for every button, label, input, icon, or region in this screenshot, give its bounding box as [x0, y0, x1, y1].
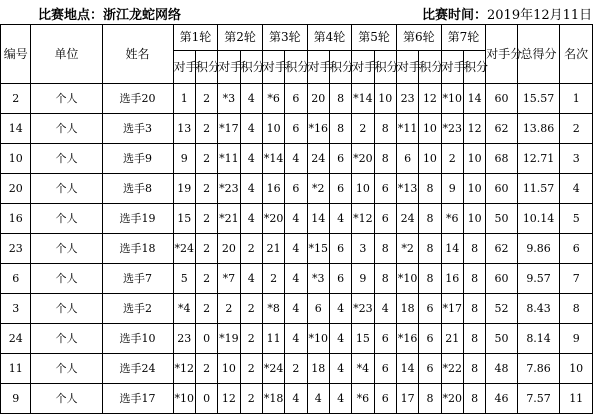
venue-info — [38, 4, 181, 23]
cell-number: 23 — [1, 234, 31, 264]
col-round-7: 第7轮 — [441, 25, 486, 51]
cell-opponent: 14 — [441, 234, 463, 264]
cell-score: 6 — [374, 324, 396, 354]
cell-opp-score: 60 — [486, 84, 517, 114]
cell-opponent: 18 — [307, 354, 329, 384]
cell-score: 2 — [195, 84, 217, 114]
cell-name: 选手3 — [102, 114, 173, 144]
cell-score: 0 — [195, 324, 217, 354]
cell-opp-score: 60 — [486, 264, 517, 294]
cell-total: 8.14 — [517, 324, 560, 354]
cell-score: 4 — [329, 384, 351, 414]
cell-opponent: *15 — [307, 234, 329, 264]
cell-opponent: 12 — [218, 384, 240, 414]
cell-number: 14 — [1, 114, 31, 144]
cell-score: 4 — [285, 144, 307, 174]
table-row — [1, 114, 593, 144]
col-name: 姓名 — [102, 25, 173, 84]
sub-opponent-1: 对手 — [173, 51, 195, 84]
date-info — [422, 4, 592, 23]
cell-opponent: 9 — [352, 264, 374, 294]
table-row — [1, 234, 593, 264]
cell-opponent: *23 — [441, 114, 463, 144]
cell-opponent: *2 — [307, 174, 329, 204]
table-row — [1, 354, 593, 384]
cell-score: 6 — [329, 234, 351, 264]
cell-opp-score: 50 — [486, 204, 517, 234]
col-round-1: 第1轮 — [173, 25, 218, 51]
cell-opponent: *12 — [352, 204, 374, 234]
cell-opponent: 20 — [218, 234, 240, 264]
cell-opponent: 2 — [352, 114, 374, 144]
cell-opponent: *17 — [218, 114, 240, 144]
cell-opponent: 5 — [173, 264, 195, 294]
results-table — [0, 24, 593, 414]
cell-opponent: *10 — [396, 264, 418, 294]
cell-opponent: 20 — [307, 84, 329, 114]
cell-opponent: 2 — [218, 294, 240, 324]
cell-opponent: 21 — [262, 234, 284, 264]
cell-score: 2 — [195, 264, 217, 294]
cell-score: 6 — [374, 384, 396, 414]
cell-rank: 7 — [560, 264, 593, 294]
col-rank: 名次 — [560, 25, 593, 84]
cell-rank: 11 — [560, 384, 593, 414]
cell-opp-score: 68 — [486, 144, 517, 174]
cell-name: 选手20 — [102, 84, 173, 114]
cell-score: 2 — [195, 174, 217, 204]
cell-score: 4 — [240, 264, 262, 294]
cell-total: 13.86 — [517, 114, 560, 144]
cell-score: 4 — [285, 384, 307, 414]
cell-name: 选手17 — [102, 384, 173, 414]
cell-score: 8 — [463, 384, 485, 414]
cell-score: 8 — [419, 204, 441, 234]
cell-unit: 个人 — [31, 384, 102, 414]
cell-score: 10 — [419, 114, 441, 144]
cell-unit: 个人 — [31, 174, 102, 204]
cell-opponent: 17 — [396, 384, 418, 414]
table-row — [1, 174, 593, 204]
cell-total: 10.14 — [517, 204, 560, 234]
cell-score: 4 — [240, 144, 262, 174]
cell-opponent: *11 — [396, 114, 418, 144]
cell-score: 6 — [374, 204, 396, 234]
cell-opponent: *11 — [218, 144, 240, 174]
cell-score: 6 — [329, 174, 351, 204]
cell-score: 6 — [285, 114, 307, 144]
cell-opp-score: 62 — [486, 114, 517, 144]
cell-opponent: *21 — [218, 204, 240, 234]
cell-score: 10 — [463, 204, 485, 234]
cell-score: 4 — [240, 174, 262, 204]
col-opp-score: 对手分 — [486, 25, 517, 84]
cell-score: 2 — [240, 384, 262, 414]
cell-rank: 9 — [560, 324, 593, 354]
col-round-4: 第4轮 — [307, 25, 352, 51]
cell-unit: 个人 — [31, 294, 102, 324]
cell-score: 10 — [374, 84, 396, 114]
sub-score-3: 积分 — [285, 51, 307, 84]
cell-score: 10 — [419, 144, 441, 174]
cell-opponent: 16 — [441, 264, 463, 294]
cell-opponent: 13 — [173, 114, 195, 144]
cell-score: 4 — [240, 204, 262, 234]
cell-score: 8 — [463, 234, 485, 264]
cell-score: 10 — [463, 144, 485, 174]
cell-opponent: *19 — [218, 324, 240, 354]
cell-score: 2 — [240, 234, 262, 264]
results-body — [1, 84, 593, 414]
cell-score: 4 — [285, 234, 307, 264]
cell-opponent: 23 — [396, 84, 418, 114]
cell-number: 20 — [1, 174, 31, 204]
cell-opponent: 10 — [218, 354, 240, 384]
cell-unit: 个人 — [31, 114, 102, 144]
cell-total: 7.86 — [517, 354, 560, 384]
sub-score-2: 积分 — [240, 51, 262, 84]
sub-score-4: 积分 — [329, 51, 351, 84]
cell-opponent: *6 — [352, 384, 374, 414]
date-label: 比赛时间： — [422, 8, 488, 23]
cell-total: 9.86 — [517, 234, 560, 264]
cell-opponent: *6 — [441, 204, 463, 234]
header-row-1 — [1, 25, 593, 51]
cell-score: 2 — [195, 354, 217, 384]
cell-opponent: *20 — [262, 204, 284, 234]
cell-rank: 4 — [560, 174, 593, 204]
cell-opponent: 19 — [173, 174, 195, 204]
cell-number: 16 — [1, 204, 31, 234]
table-row — [1, 294, 593, 324]
cell-score: 2 — [195, 234, 217, 264]
cell-opponent: 9 — [173, 144, 195, 174]
cell-rank: 10 — [560, 354, 593, 384]
table-row — [1, 204, 593, 234]
col-unit: 单位 — [31, 25, 102, 84]
cell-total: 7.57 — [517, 384, 560, 414]
sub-score-7: 积分 — [463, 51, 485, 84]
cell-score: 8 — [374, 114, 396, 144]
cell-score: 4 — [285, 294, 307, 324]
cell-opp-score: 50 — [486, 324, 517, 354]
sub-opponent-5: 对手 — [352, 51, 374, 84]
cell-opponent: *3 — [307, 264, 329, 294]
cell-rank: 8 — [560, 294, 593, 324]
cell-score: 8 — [419, 264, 441, 294]
cell-score: 6 — [285, 84, 307, 114]
cell-opp-score: 46 — [486, 384, 517, 414]
cell-score: 8 — [419, 174, 441, 204]
cell-number: 2 — [1, 84, 31, 114]
cell-opponent: *14 — [352, 84, 374, 114]
cell-unit: 个人 — [31, 84, 102, 114]
cell-score: 2 — [195, 294, 217, 324]
cell-opponent: *13 — [396, 174, 418, 204]
col-round-2: 第2轮 — [218, 25, 263, 51]
cell-opponent: *20 — [441, 384, 463, 414]
cell-opponent: 9 — [441, 174, 463, 204]
cell-opponent: *17 — [441, 294, 463, 324]
cell-name: 选手7 — [102, 264, 173, 294]
cell-score: 8 — [463, 324, 485, 354]
cell-opp-score: 60 — [486, 174, 517, 204]
venue-value: 浙江龙蛇网络 — [103, 8, 182, 23]
cell-score: 2 — [240, 324, 262, 354]
cell-score: 4 — [374, 294, 396, 324]
cell-score: 2 — [240, 354, 262, 384]
cell-name: 选手19 — [102, 204, 173, 234]
cell-opponent: *24 — [262, 354, 284, 384]
cell-score: 4 — [285, 264, 307, 294]
cell-opponent: *22 — [441, 354, 463, 384]
cell-score: 8 — [463, 354, 485, 384]
cell-unit: 个人 — [31, 144, 102, 174]
cell-score: 8 — [463, 294, 485, 324]
cell-name: 选手9 — [102, 144, 173, 174]
cell-opponent: 10 — [262, 114, 284, 144]
cell-score: 12 — [463, 114, 485, 144]
cell-opponent: *10 — [173, 384, 195, 414]
col-number: 编号 — [1, 25, 31, 84]
cell-name: 选手18 — [102, 234, 173, 264]
cell-opponent: 23 — [173, 324, 195, 354]
cell-opponent: 15 — [352, 324, 374, 354]
cell-total: 11.57 — [517, 174, 560, 204]
col-total: 总得分 — [517, 25, 560, 84]
cell-opponent: *24 — [173, 234, 195, 264]
cell-opponent: 2 — [441, 144, 463, 174]
date-value: 2019年12月11日 — [487, 8, 593, 23]
cell-score: 6 — [374, 354, 396, 384]
cell-opponent: *16 — [307, 114, 329, 144]
cell-opp-score: 48 — [486, 354, 517, 384]
sub-opponent-7: 对手 — [441, 51, 463, 84]
cell-score: 4 — [240, 114, 262, 144]
cell-unit: 个人 — [31, 204, 102, 234]
cell-score: 6 — [374, 174, 396, 204]
cell-opponent: 1 — [173, 84, 195, 114]
sub-opponent-2: 对手 — [218, 51, 240, 84]
cell-opponent: *10 — [441, 84, 463, 114]
cell-opponent: *10 — [307, 324, 329, 354]
cell-opponent: *3 — [218, 84, 240, 114]
cell-opp-score: 62 — [486, 234, 517, 264]
cell-opponent: 6 — [307, 294, 329, 324]
cell-score: 6 — [285, 174, 307, 204]
cell-opponent: 24 — [396, 204, 418, 234]
cell-score: 8 — [374, 144, 396, 174]
cell-opponent: 14 — [396, 354, 418, 384]
cell-total: 15.57 — [517, 84, 560, 114]
table-row — [1, 84, 593, 114]
cell-rank: 3 — [560, 144, 593, 174]
sub-score-1: 积分 — [195, 51, 217, 84]
venue-label: 比赛地点： — [38, 8, 104, 23]
cell-score: 14 — [463, 84, 485, 114]
cell-score: 4 — [329, 324, 351, 354]
sub-opponent-6: 对手 — [396, 51, 418, 84]
cell-rank: 5 — [560, 204, 593, 234]
sub-score-5: 积分 — [374, 51, 396, 84]
cell-opponent: *23 — [218, 174, 240, 204]
cell-unit: 个人 — [31, 234, 102, 264]
cell-opponent: 14 — [307, 204, 329, 234]
table-row — [1, 324, 593, 354]
cell-number: 11 — [1, 354, 31, 384]
cell-name: 选手2 — [102, 294, 173, 324]
col-round-3: 第3轮 — [262, 25, 307, 51]
cell-score: 8 — [419, 234, 441, 264]
cell-score: 8 — [463, 264, 485, 294]
cell-number: 9 — [1, 384, 31, 414]
cell-opponent: *4 — [352, 354, 374, 384]
cell-unit: 个人 — [31, 264, 102, 294]
cell-opponent: *16 — [396, 324, 418, 354]
cell-opp-score: 52 — [486, 294, 517, 324]
cell-score: 6 — [329, 264, 351, 294]
cell-opponent: 16 — [262, 174, 284, 204]
cell-opponent: *4 — [173, 294, 195, 324]
cell-name: 选手24 — [102, 354, 173, 384]
cell-opponent: *14 — [262, 144, 284, 174]
col-round-6: 第6轮 — [396, 25, 441, 51]
cell-score: 10 — [463, 174, 485, 204]
cell-score: 4 — [329, 204, 351, 234]
cell-score: 8 — [374, 234, 396, 264]
cell-score: 4 — [285, 204, 307, 234]
cell-number: 24 — [1, 324, 31, 354]
cell-score: 6 — [419, 294, 441, 324]
sub-opponent-4: 对手 — [307, 51, 329, 84]
cell-score: 8 — [329, 114, 351, 144]
cell-score: 12 — [419, 84, 441, 114]
cell-rank: 1 — [560, 84, 593, 114]
cell-opponent: 18 — [396, 294, 418, 324]
cell-score: 4 — [329, 354, 351, 384]
cell-opponent: 10 — [352, 174, 374, 204]
cell-number: 6 — [1, 264, 31, 294]
cell-opponent: 2 — [262, 264, 284, 294]
cell-total: 9.57 — [517, 264, 560, 294]
cell-rank: 2 — [560, 114, 593, 144]
cell-opponent: 15 — [173, 204, 195, 234]
cell-number: 3 — [1, 294, 31, 324]
cell-score: 4 — [240, 84, 262, 114]
cell-score: 2 — [195, 144, 217, 174]
cell-opponent: *20 — [352, 144, 374, 174]
cell-total: 8.43 — [517, 294, 560, 324]
cell-opponent: *2 — [396, 234, 418, 264]
cell-score: 6 — [329, 144, 351, 174]
cell-score: 6 — [419, 354, 441, 384]
cell-opponent: 11 — [262, 324, 284, 354]
sub-opponent-3: 对手 — [262, 51, 284, 84]
cell-number: 10 — [1, 144, 31, 174]
cell-opponent: *12 — [173, 354, 195, 384]
cell-score: 4 — [285, 324, 307, 354]
header-line — [0, 2, 600, 22]
cell-opponent: 6 — [396, 144, 418, 174]
cell-opponent: 4 — [307, 384, 329, 414]
cell-unit: 个人 — [31, 354, 102, 384]
cell-score: 2 — [195, 114, 217, 144]
cell-total: 12.71 — [517, 144, 560, 174]
cell-opponent: *6 — [262, 84, 284, 114]
cell-opponent: 24 — [307, 144, 329, 174]
cell-score: 4 — [329, 294, 351, 324]
cell-score: 0 — [195, 384, 217, 414]
cell-score: 2 — [195, 204, 217, 234]
cell-opponent: *8 — [262, 294, 284, 324]
cell-opponent: *18 — [262, 384, 284, 414]
cell-score: 2 — [285, 354, 307, 384]
cell-opponent: *7 — [218, 264, 240, 294]
cell-name: 选手8 — [102, 174, 173, 204]
cell-rank: 6 — [560, 234, 593, 264]
table-row — [1, 264, 593, 294]
cell-score: 8 — [329, 84, 351, 114]
cell-opponent: 21 — [441, 324, 463, 354]
cell-score: 2 — [240, 294, 262, 324]
cell-score: 8 — [419, 384, 441, 414]
col-round-5: 第5轮 — [352, 25, 397, 51]
table-row — [1, 384, 593, 414]
cell-name: 选手10 — [102, 324, 173, 354]
cell-score: 8 — [374, 264, 396, 294]
cell-score: 6 — [419, 324, 441, 354]
sub-score-6: 积分 — [419, 51, 441, 84]
cell-unit: 个人 — [31, 324, 102, 354]
cell-opponent: *23 — [352, 294, 374, 324]
cell-opponent: 3 — [352, 234, 374, 264]
table-row — [1, 144, 593, 174]
